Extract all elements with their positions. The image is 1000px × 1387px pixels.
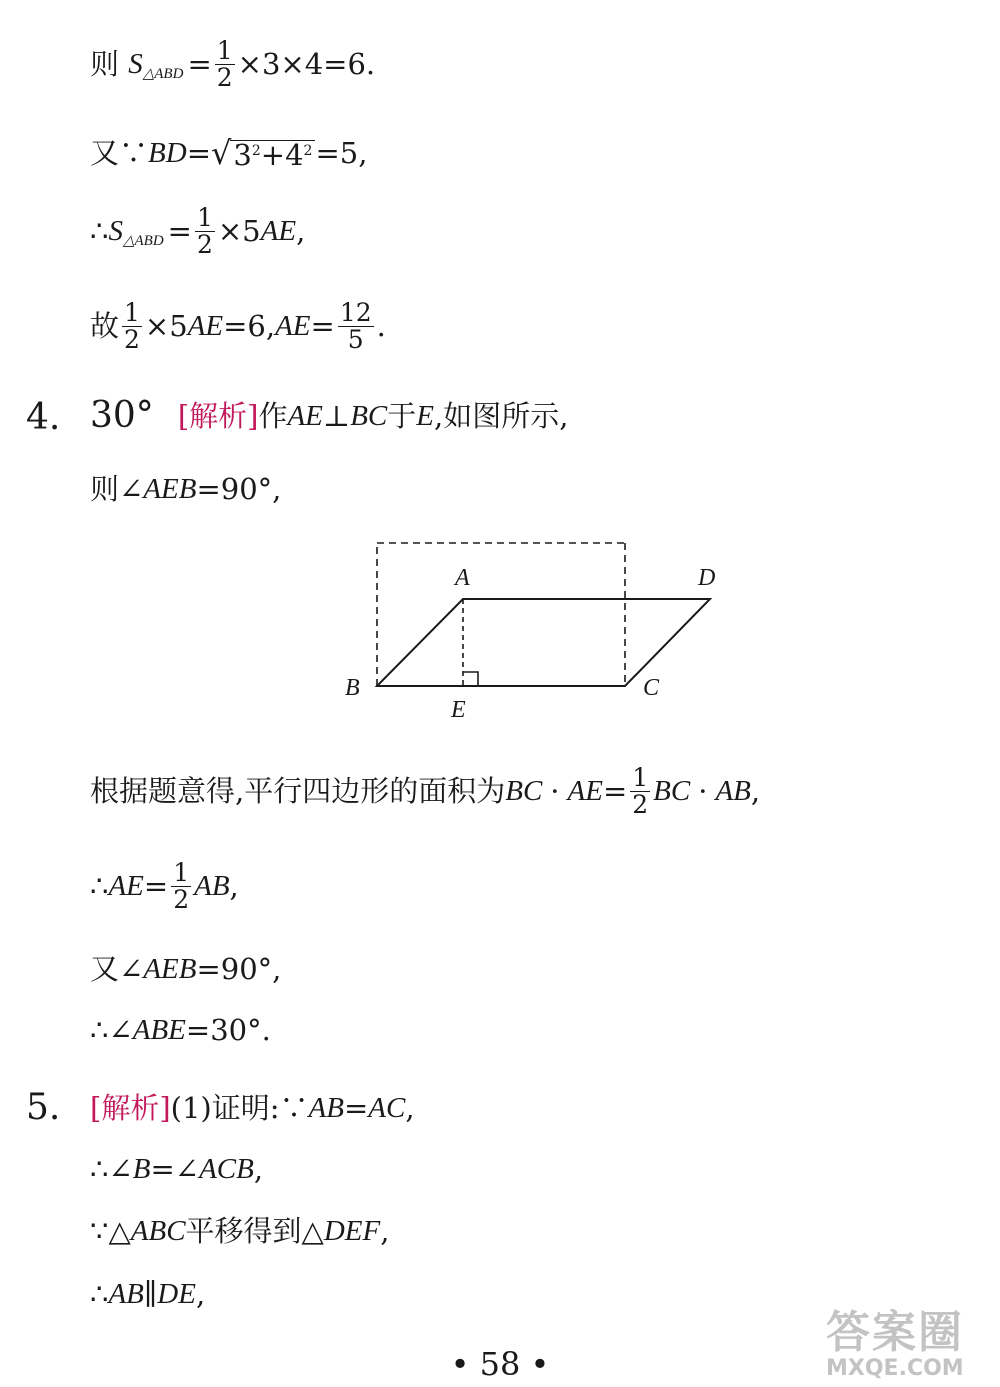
fraction: $\frac{1}{2}$ <box>173 858 190 915</box>
q4-line3: 根据题意得,平行四边形的面积为 BC · AE = $\frac{1}{2}$ BC · AB , <box>90 763 761 820</box>
parallelogram-figure <box>340 535 740 725</box>
parallelogram-abcd <box>377 599 710 686</box>
q4-answer: 30° <box>90 395 154 436</box>
fraction: $\frac{1}{2}$ <box>196 203 213 260</box>
fraction: $\frac{1}{2}$ <box>124 298 140 355</box>
watermark <box>826 1296 996 1384</box>
label-e: E <box>451 697 466 723</box>
eq-area-ae: ∴ S △ABD = $\frac{1}{2}$ ×5 AE , <box>90 203 306 260</box>
eq-area-abd: 则 S △ABD = $\frac{1}{2}$ ×3×4=6. <box>90 36 376 93</box>
analysis-tag: [解析] <box>177 398 259 433</box>
fraction: $\frac{12}{5}$ <box>339 298 372 355</box>
q5-line1: [解析] (1)证明:∵ AB = AC , <box>90 1091 415 1125</box>
question-number-5: 5. <box>26 1087 61 1128</box>
q4-answer-line: 30° [解析] 作 AE ⊥ BC 于 E ,如图所示, <box>90 395 569 436</box>
q4-line2: 则∠ AEB =90°, <box>90 472 282 506</box>
label-c: C <box>643 675 660 701</box>
watermark-url: MXQE.COM <box>826 1356 964 1381</box>
q5-line4: ∴ AB ∥ DE , <box>90 1277 206 1311</box>
q5-line2: ∴∠ B =∠ ACB , <box>90 1152 264 1186</box>
fraction: $\frac{1}{2}$ <box>216 36 233 93</box>
eq-ae-result: 故 $\frac{1}{2}$ ×5 AE =6, AE = $\frac{12}{5}$ . <box>90 298 386 355</box>
label-a: A <box>455 565 470 591</box>
fraction: $\frac{1}{2}$ <box>632 763 649 820</box>
analysis-tag: [解析] <box>90 1091 171 1125</box>
square-root: √ $3^2+4^2$ <box>211 137 315 170</box>
q4-line4: ∴ AE = $\frac{1}{2}$ AB , <box>90 858 239 915</box>
q5-line3: ∵△ ABC 平移得到△ DEF , <box>90 1214 390 1248</box>
q4-line5: 又∠ AEB =90°, <box>90 952 282 986</box>
eq-bd-length: 又∵ BD = √ $3^2+4^2$ =5, <box>90 134 368 172</box>
right-angle-mark <box>463 672 478 686</box>
label-b: B <box>345 675 360 701</box>
page-number: • 58 • <box>450 1345 550 1383</box>
question-number-4: 4. <box>26 397 61 438</box>
watermark-logo-text: 答案圈 <box>826 1307 964 1358</box>
dashed-rectangle <box>377 543 625 686</box>
q4-line6: ∴∠ ABE =30°. <box>90 1013 271 1047</box>
label-d: D <box>698 565 716 591</box>
